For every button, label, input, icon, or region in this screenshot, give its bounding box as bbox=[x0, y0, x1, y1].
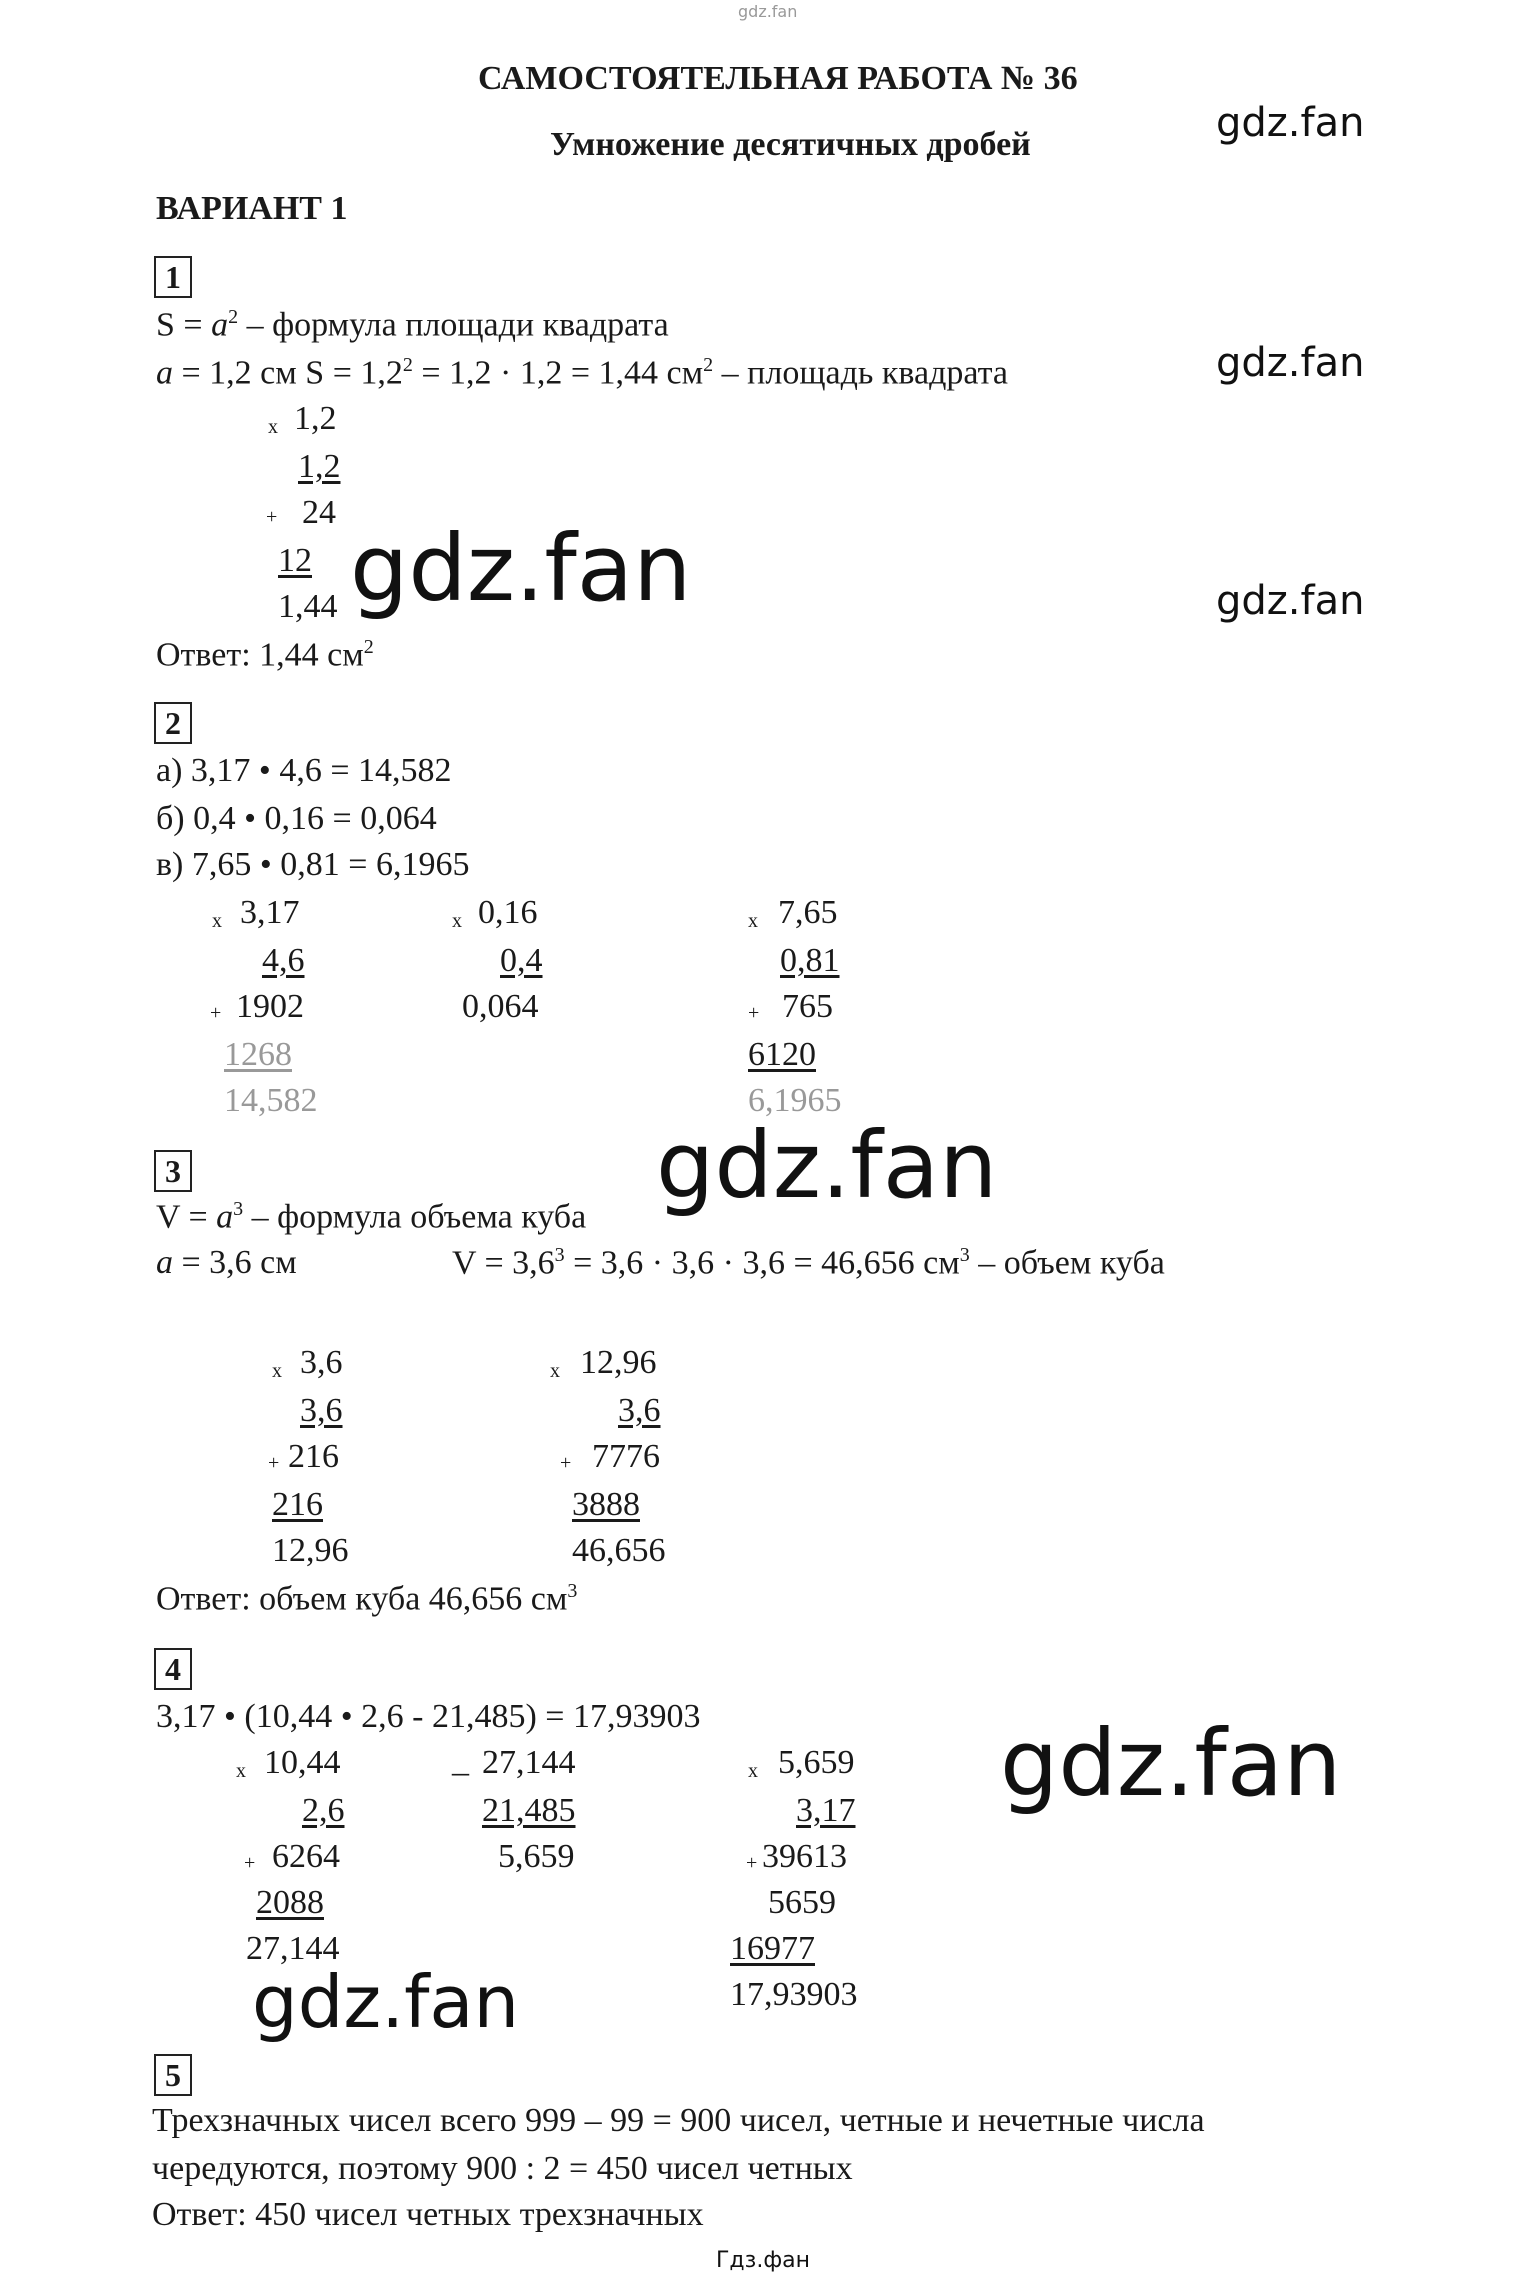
footer-watermark: Гдз.фан bbox=[716, 2248, 810, 2273]
column-row: 1902 bbox=[236, 988, 304, 1025]
task-number-box: 4 bbox=[154, 1648, 192, 1690]
column-row: 27,144 bbox=[482, 1744, 576, 1781]
column-row: 3,6 bbox=[300, 1392, 343, 1429]
column-row: 1,44 bbox=[278, 588, 338, 625]
multiply-sign: x bbox=[268, 416, 278, 438]
task-number-box: 5 bbox=[154, 2054, 192, 2096]
column-row: 27,144 bbox=[246, 1930, 340, 1967]
task-number-box: 2 bbox=[154, 702, 192, 744]
column-row: 24 bbox=[302, 494, 336, 531]
task2-line-c: в) 7,65 • 0,81 = 6,1965 bbox=[156, 846, 470, 883]
column-row: 0,064 bbox=[462, 988, 539, 1025]
column-row: 0,81 bbox=[780, 942, 840, 979]
plus-sign: + bbox=[244, 1852, 256, 1874]
task-number-box: 1 bbox=[154, 256, 192, 298]
column-row: 12,96 bbox=[272, 1532, 349, 1569]
top-watermark: gdz.fan bbox=[738, 2, 798, 21]
column-row: 12 bbox=[278, 542, 312, 579]
task3-calc-line: $V = 3,6^3 = 3,6 \cdot 3,6 \cdot 3,6 = 46,656$ $см^3$ – объем куба bbox=[452, 1244, 1165, 1282]
column-row: 216 bbox=[288, 1438, 339, 1475]
column-row: 6264 bbox=[272, 1838, 340, 1875]
task1-answer: Ответ: 1,44 $см^2$ bbox=[156, 636, 374, 674]
watermark: gdz.fan bbox=[1216, 578, 1365, 624]
column-row: 3,17 bbox=[796, 1792, 856, 1829]
task1-formula-line: $S = a^2$ – формула площади квадрата bbox=[156, 306, 669, 344]
watermark: gdz.fan bbox=[252, 1960, 520, 2044]
plus-sign: + bbox=[748, 1002, 760, 1024]
column-row: 1268 bbox=[224, 1036, 292, 1073]
column-row: 0,4 bbox=[500, 942, 543, 979]
watermark: gdz.fan bbox=[1216, 340, 1365, 386]
column-row: 1,2 bbox=[298, 448, 341, 485]
page-subtitle: Умножение десятичных дробей bbox=[550, 126, 1031, 163]
plus-sign: + bbox=[210, 1002, 222, 1024]
column-row: 6,1965 bbox=[748, 1082, 842, 1119]
task5-answer: Ответ: 450 чисел четных трехзначных bbox=[152, 2196, 704, 2233]
column-row: 216 bbox=[272, 1486, 323, 1523]
column-row: 5659 bbox=[768, 1884, 836, 1921]
variant-label: ВАРИАНТ 1 bbox=[156, 190, 348, 227]
column-row: 3,17 bbox=[240, 894, 300, 931]
task2-line-a: а) 3,17 • 4,6 = 14,582 bbox=[156, 752, 452, 789]
multiply-sign: x bbox=[550, 1360, 560, 1382]
column-row: 3,6 bbox=[618, 1392, 661, 1429]
column-row: 765 bbox=[782, 988, 833, 1025]
page-title: САМОСТОЯТЕЛЬНАЯ РАБОТА № 36 bbox=[478, 60, 1078, 97]
column-row: 1,2 bbox=[294, 400, 337, 437]
plus-sign: + bbox=[560, 1452, 572, 1474]
plus-sign: + bbox=[268, 1452, 280, 1474]
column-row: 5,659 bbox=[498, 1838, 575, 1875]
column-row: 39613 bbox=[762, 1838, 847, 1875]
multiply-sign: x bbox=[272, 1360, 282, 1382]
task2-line-b: б) 0,4 • 0,16 = 0,064 bbox=[156, 800, 437, 837]
multiply-sign: x bbox=[212, 910, 222, 932]
column-row: 16977 bbox=[730, 1930, 815, 1967]
multiply-sign: x bbox=[452, 910, 462, 932]
plus-sign: + bbox=[266, 506, 278, 528]
watermark: gdz.fan bbox=[1216, 100, 1365, 146]
column-row: 17,93903 bbox=[730, 1976, 858, 2013]
column-row: 21,485 bbox=[482, 1792, 576, 1829]
column-row: 4,6 bbox=[262, 942, 305, 979]
watermark: gdz.fan bbox=[1000, 1710, 1342, 1817]
column-row: 7776 bbox=[592, 1438, 660, 1475]
watermark: gdz.fan bbox=[656, 1112, 998, 1219]
column-row: 0,16 bbox=[478, 894, 538, 931]
column-row: 3888 bbox=[572, 1486, 640, 1523]
column-row: 12,96 bbox=[580, 1344, 657, 1381]
column-row: 14,582 bbox=[224, 1082, 318, 1119]
task3-answer: Ответ: объем куба 46,656 $см^3$ bbox=[156, 1580, 578, 1618]
column-row: 10,44 bbox=[264, 1744, 341, 1781]
task5-line-1: Трехзначных чисел всего 999 – 99 = 900 чисел, четные и нечетные числа bbox=[152, 2102, 1205, 2139]
column-row: 2088 bbox=[256, 1884, 324, 1921]
task3-side-line: a = 3,6 см bbox=[156, 1244, 297, 1281]
task5-line-2: чередуются, поэтому 900 : 2 = 450 чисел четных bbox=[152, 2150, 853, 2187]
column-row: 3,6 bbox=[300, 1344, 343, 1381]
multiply-sign: x bbox=[748, 910, 758, 932]
watermark: gdz.fan bbox=[350, 515, 692, 622]
column-row: 6120 bbox=[748, 1036, 816, 1073]
task3-formula-line: $V = a^3$ – формула объема куба bbox=[156, 1198, 587, 1236]
multiply-sign: x bbox=[236, 1760, 246, 1782]
task1-calc-line: a = 1,2 см $S = 1,2^2 = 1,2 \cdot 1,2 = 1,44$ $см^2$ – площадь квадрата bbox=[156, 354, 1008, 392]
plus-sign: + bbox=[746, 1852, 758, 1874]
minus-sign: _ bbox=[452, 1742, 469, 1779]
task-number-box: 3 bbox=[154, 1150, 192, 1192]
task4-expression: 3,17 • (10,44 • 2,6 - 21,485) = 17,93903 bbox=[156, 1698, 701, 1735]
column-row: 5,659 bbox=[778, 1744, 855, 1781]
multiply-sign: x bbox=[748, 1760, 758, 1782]
column-row: 46,656 bbox=[572, 1532, 666, 1569]
column-row: 2,6 bbox=[302, 1792, 345, 1829]
column-row: 7,65 bbox=[778, 894, 838, 931]
